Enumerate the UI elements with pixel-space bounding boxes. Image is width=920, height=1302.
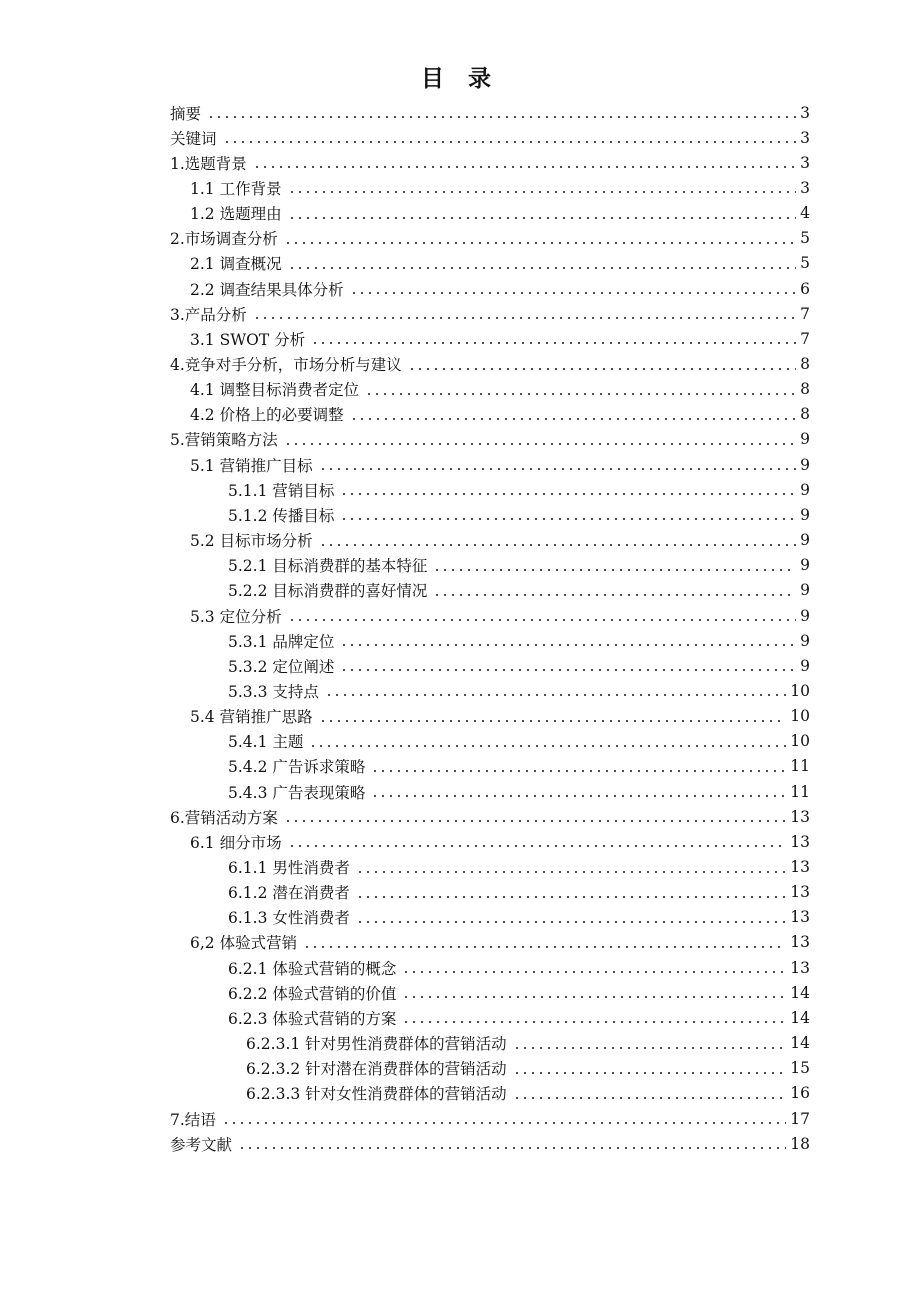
toc-entry[interactable]	[0, 175, 920, 200]
toc-entry-page: 3	[800, 178, 810, 197]
toc-entry-label: 6.1.2 潜在消费者	[228, 884, 350, 903]
toc-entry-label: 关键词	[170, 129, 217, 148]
toc-dot-leader	[350, 418, 797, 420]
toc-entry-label: 2.市场调查分析	[170, 230, 278, 249]
toc-entry-page: 9	[800, 556, 810, 575]
toc-entry[interactable]	[0, 653, 920, 678]
toc-dot-leader	[284, 820, 786, 822]
toc-entry[interactable]	[0, 804, 920, 829]
toc-entry-label: 参考文献	[170, 1135, 233, 1154]
toc-entry[interactable]	[0, 729, 920, 754]
toc-entry[interactable]	[0, 855, 920, 880]
toc-entry[interactable]	[0, 477, 920, 502]
toc-entry[interactable]	[0, 930, 920, 955]
toc-dot-leader	[371, 795, 786, 797]
toc-entry[interactable]	[0, 352, 920, 377]
toc-dot-leader	[303, 946, 786, 948]
toc-entry-page: 3	[800, 128, 810, 147]
toc-entry-label: 5.营销策略方法	[170, 431, 278, 450]
toc-entry-label: 6,2 体验式营销	[190, 934, 298, 953]
toc-dot-leader	[371, 770, 786, 772]
toc-entry-page: 8	[800, 355, 810, 373]
toc-entry[interactable]	[0, 1081, 920, 1106]
toc-entry[interactable]	[0, 377, 920, 402]
toc-dot-leader	[222, 1122, 786, 1124]
toc-dot-leader	[288, 267, 797, 269]
toc-dot-leader	[311, 342, 796, 344]
toc-dot-leader	[284, 443, 796, 445]
toc-entry-label: 5.2.1 目标消费群的基本特征	[228, 557, 428, 576]
toc-entry-label: 6.2.1 体验式营销的概念	[228, 959, 397, 978]
toc-entry-label: 4.2 价格上的必要调整	[190, 406, 344, 425]
toc-entry[interactable]	[0, 779, 920, 804]
toc-dot-leader	[402, 971, 786, 973]
toc-entry-page: 11	[790, 782, 810, 801]
toc-dot-leader	[288, 619, 797, 621]
toc-entry[interactable]	[0, 326, 920, 351]
toc-entry-page: 9	[800, 581, 810, 600]
toc-entry-page: 3	[800, 153, 810, 172]
toc-entry-label: 4.竞争对手分析，市场分析与建议	[170, 356, 402, 374]
toc-entry[interactable]	[0, 1005, 920, 1030]
toc-entry-label: 2.2 调查结果具体分析	[190, 280, 344, 299]
toc-entry-page: 9	[800, 631, 810, 650]
toc-dot-leader	[319, 468, 797, 470]
toc-entry-page: 4	[800, 204, 810, 223]
toc-dot-leader	[325, 694, 786, 696]
toc-entry-page: 13	[790, 883, 810, 902]
toc-dot-leader	[513, 1097, 787, 1099]
toc-entry[interactable]	[0, 553, 920, 578]
toc-entry-label: 6.营销活动方案	[170, 808, 278, 827]
toc-entry[interactable]	[0, 1131, 920, 1156]
toc-dot-leader	[513, 1047, 787, 1049]
toc-entry[interactable]	[0, 251, 920, 276]
toc-entry-page: 9	[800, 606, 810, 625]
toc-entry-label: 5.1 营销推广目标	[190, 456, 313, 475]
toc-dot-leader	[433, 569, 796, 571]
toc-entry-label: 2.1 调查概况	[190, 255, 282, 274]
toc-entry-label: 5.4.1 主题	[228, 733, 304, 752]
toc-entry-page: 18	[790, 1134, 810, 1153]
toc-dot-leader	[402, 1021, 786, 1023]
toc-entry-label: 6.2.3.2 针对潜在消费群体的营销活动	[246, 1060, 507, 1079]
toc-entry[interactable]	[0, 829, 920, 854]
toc-entry-label: 5.3.3 支持点	[228, 682, 319, 701]
toc-entry-page: 9	[800, 531, 810, 550]
toc-dot-leader	[356, 896, 786, 898]
toc-entry[interactable]	[0, 402, 920, 427]
toc-dot-leader	[238, 1147, 786, 1149]
toc-dot-leader	[288, 845, 787, 847]
toc-entry-page: 14	[790, 983, 810, 1002]
toc-entry[interactable]	[0, 1031, 920, 1056]
toc-entry-page: 5	[800, 254, 810, 273]
toc-entry-page: 9	[800, 505, 810, 524]
toc-entry-label: 5.4.2 广告诉求策略	[228, 758, 366, 777]
toc-entry-label: 6.2.3.1 针对男性消费群体的营销活动	[246, 1035, 507, 1054]
toc-entry[interactable]	[0, 528, 920, 553]
toc-entry[interactable]	[0, 678, 920, 703]
toc-entry[interactable]	[0, 1056, 920, 1081]
toc-entry-page: 13	[790, 933, 810, 952]
toc-dot-leader	[288, 191, 797, 193]
toc-entry-page: 5	[800, 229, 810, 248]
toc-entry-page: 7	[800, 329, 810, 348]
toc-entry[interactable]	[0, 754, 920, 779]
toc-entry-page: 6	[800, 279, 810, 298]
toc-entry-label: 3.产品分析	[170, 305, 247, 324]
toc-dot-leader	[309, 745, 786, 747]
toc-entry-label: 1.1 工作背景	[190, 179, 282, 198]
toc-entry[interactable]	[0, 276, 920, 301]
toc-entry[interactable]	[0, 980, 920, 1005]
toc-entry-label: 3.1 SWOT 分析	[190, 330, 306, 349]
toc-dot-leader	[402, 996, 786, 998]
toc-entry-label: 6.1 细分市场	[190, 833, 282, 852]
toc-entry-label: 1.2 选题理由	[190, 205, 282, 224]
toc-entry-page: 14	[790, 1008, 810, 1027]
toc-entry[interactable]	[0, 427, 920, 452]
toc-entry[interactable]	[0, 100, 920, 125]
toc-entry-page: 13	[790, 832, 810, 851]
toc-entry-label: 5.2 目标市场分析	[190, 532, 313, 551]
toc-entry-page: 14	[790, 1034, 810, 1053]
toc-entry-label: 5.2.2 目标消费群的喜好情况	[228, 582, 428, 601]
toc-entry-label: 5.1.1 营销目标	[228, 481, 335, 500]
toc-dot-leader	[340, 669, 796, 671]
toc-entry[interactable]	[0, 201, 920, 226]
toc-entry-page: 3	[800, 103, 810, 122]
toc-entry-page: 8	[800, 405, 810, 424]
toc-dot-leader	[350, 292, 797, 294]
toc-entry[interactable]	[0, 502, 920, 527]
toc-entry-label: 5.3.1 品牌定位	[228, 632, 335, 651]
toc-entry-page: 9	[800, 480, 810, 499]
toc-dot-leader	[253, 166, 796, 168]
toc-entry-page: 10	[790, 707, 810, 726]
toc-dot-leader	[365, 393, 796, 395]
toc-entry-label: 4.1 调整目标消费者定位	[190, 381, 360, 400]
toc-entry[interactable]	[0, 704, 920, 729]
toc-entry-page: 7	[800, 304, 810, 323]
toc-entry[interactable]	[0, 125, 920, 150]
toc-entry-page: 13	[790, 807, 810, 826]
toc-entry[interactable]	[0, 628, 920, 653]
toc-entry[interactable]	[0, 452, 920, 477]
toc-entry-label: 5.4.3 广告表现策略	[228, 783, 366, 802]
toc-dot-leader	[284, 242, 796, 244]
toc-entry-label: 6.1.1 男性消费者	[228, 859, 350, 877]
toc-entry[interactable]	[0, 1106, 920, 1131]
toc-dot-leader	[223, 141, 797, 143]
toc-entry-page: 11	[790, 757, 810, 776]
page-title: 目 录	[420, 66, 499, 92]
toc-dot-leader	[340, 518, 796, 520]
toc-entry-label: 6.2.2 体验式营销的价值	[228, 984, 397, 1003]
toc-entry-page: 10	[790, 732, 810, 751]
toc-entry-page: 9	[800, 430, 810, 449]
toc-dot-leader	[513, 1072, 787, 1074]
toc-dot-leader	[319, 544, 797, 546]
toc-entry[interactable]	[0, 603, 920, 628]
toc-dot-leader	[319, 720, 787, 722]
toc-entry-label: 6.2.3.3 针对女性消费群体的营销活动	[246, 1085, 507, 1104]
toc-entry-page: 17	[790, 1109, 810, 1128]
toc-entry[interactable]	[0, 880, 920, 905]
toc-entry[interactable]	[0, 301, 920, 326]
toc-entry-label: 1.选题背景	[170, 154, 247, 173]
toc-entry-label: 5.3.2 定位阐述	[228, 657, 335, 676]
toc-dot-leader	[207, 116, 796, 118]
toc-entry-label: 5.1.2 传播目标	[228, 506, 335, 525]
toc-entry-label: 6.2.3 体验式营销的方案	[228, 1009, 397, 1028]
toc-entry-label: 7.结语	[170, 1110, 216, 1129]
toc-entry[interactable]	[0, 226, 920, 251]
toc-entry-label: 5.4 营销推广思路	[190, 708, 313, 727]
toc-dot-leader	[433, 594, 796, 596]
toc-entry[interactable]	[0, 150, 920, 175]
toc-dot-leader	[408, 368, 796, 370]
toc-entry-label: 摘要	[170, 104, 202, 123]
toc-dot-leader	[288, 217, 797, 219]
toc-entry[interactable]	[0, 578, 920, 603]
toc-entry-page: 9	[800, 656, 810, 675]
toc-entry-page: 13	[790, 958, 810, 977]
toc-entry-page: 10	[790, 681, 810, 700]
toc-entry-page: 13	[790, 908, 810, 927]
toc-entry-page: 13	[790, 858, 810, 876]
toc-entry-page: 15	[790, 1059, 810, 1078]
toc-dot-leader	[356, 921, 786, 923]
toc-entry-label: 6.1.3 女性消费者	[228, 909, 350, 928]
toc-entry-page: 9	[800, 455, 810, 474]
toc-entry-page: 16	[790, 1084, 810, 1103]
toc-entry-label: 5.3 定位分析	[190, 607, 282, 626]
toc-entry-page: 8	[800, 380, 810, 399]
toc-dot-leader	[253, 317, 796, 319]
toc-dot-leader	[356, 871, 786, 873]
toc-dot-leader	[340, 493, 796, 495]
toc-entry[interactable]	[0, 955, 920, 980]
toc-dot-leader	[340, 644, 796, 646]
toc-entry[interactable]	[0, 905, 920, 930]
